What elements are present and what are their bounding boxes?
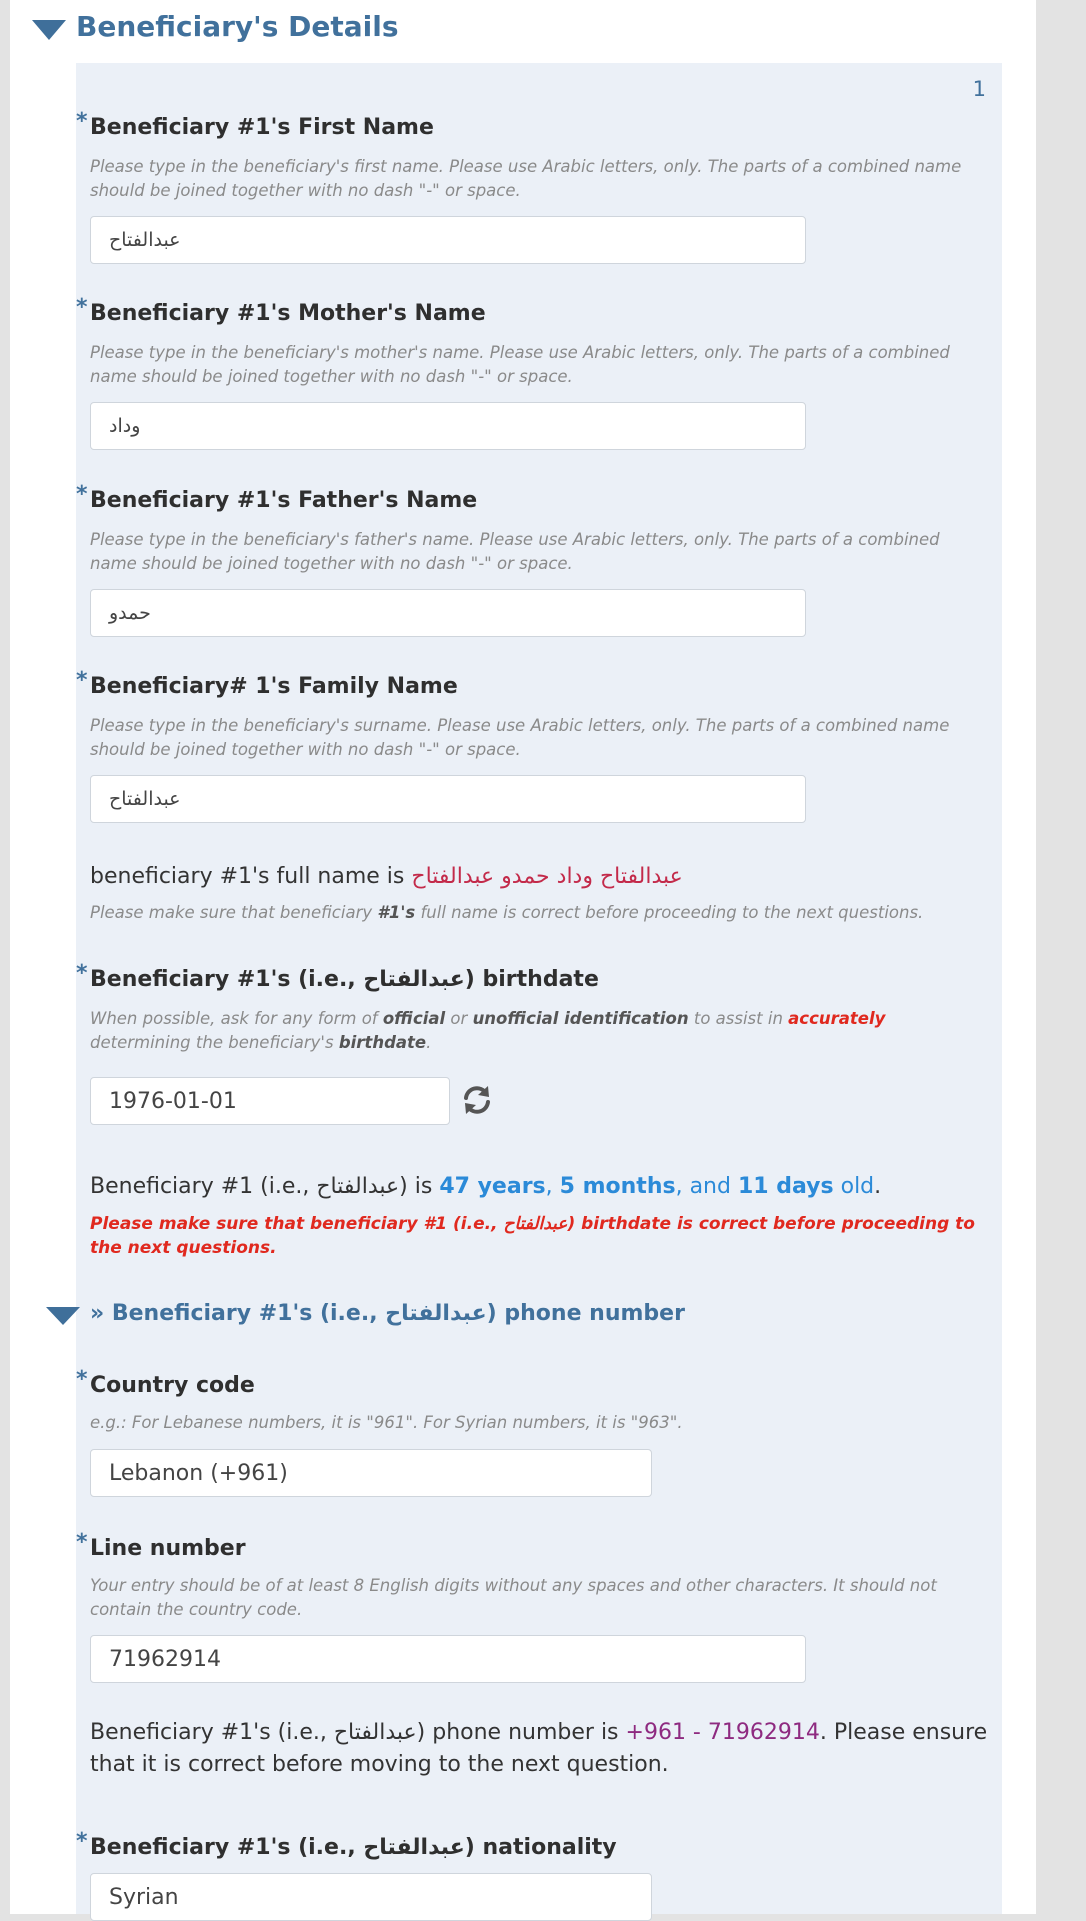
line-number-help: Your entry should be of at least 8 English digits without any spaces and other characters. It should not contain the country code. [90, 1576, 937, 1619]
birthdate-help-text: determining the beneficiary's [90, 1033, 339, 1052]
age-prefix: Beneficiary #1 (i.e., عبدالفتاح) is [90, 1174, 440, 1199]
age-end: . [874, 1174, 882, 1199]
age-separator: , [545, 1174, 560, 1199]
age-statement [90, 1171, 990, 1203]
required-marker: * [76, 295, 88, 320]
birthdate-help-text: to assist in [688, 1009, 789, 1028]
birthdate-help-official: official [382, 1009, 446, 1028]
mother-name-label: Beneficiary #1's Mother's Name [90, 301, 486, 326]
required-marker: * [76, 482, 88, 507]
birthdate-help-text: . [426, 1033, 432, 1052]
birthdate-help-text: or [445, 1009, 473, 1028]
age-suffix: old [833, 1174, 875, 1199]
phone-section-toggle[interactable] [46, 1299, 80, 1333]
father-name-label: Beneficiary #1's Father's Name [90, 488, 478, 513]
full-name-note [90, 903, 990, 922]
refresh-icon-graphic [460, 1083, 494, 1117]
age-years: 47 years [439, 1174, 546, 1199]
mother-name-input[interactable]: وداد [90, 402, 806, 450]
caret-down-icon[interactable] [46, 1307, 80, 1325]
phone-summary [90, 1717, 990, 1781]
full-name-note-text-end: full name is correct before proceeding to the next questions. [415, 903, 924, 922]
section-title: Beneficiary's Details [76, 10, 399, 43]
required-marker: * [76, 668, 88, 693]
nationality-label: Beneficiary #1's (i.e., عبدالفتاح) nationality [90, 1835, 617, 1860]
father-name-help: Please type in the beneficiary's father's name. Please use Arabic letters, only. The parts of a combined name should be joined together with no dash "-" or space. [90, 530, 940, 573]
mother-name-help: Please type in the beneficiary's mother's name. Please use Arabic letters, only. The parts of a combined name should be joined together with no dash "-" or space. [90, 343, 950, 386]
age-separator: , and [675, 1174, 738, 1199]
phone-summary-prefix: Beneficiary #1's (i.e., عبدالفتاح) phone number is [90, 1720, 626, 1745]
first-name-help: Please type in the beneficiary's first name. Please use Arabic letters, only. The parts of a combined name should be joined together with no dash "-" or space. [90, 157, 962, 200]
family-name-label: Beneficiary# 1's Family Name [90, 674, 458, 699]
age-months: 5 months [559, 1174, 676, 1199]
required-marker: * [76, 1530, 88, 1555]
full-name-prefix: beneficiary #1's full name is [90, 864, 412, 889]
birthdate-help-accurately: accurately [788, 1009, 886, 1028]
first-name-label: Beneficiary #1's First Name [90, 115, 434, 140]
family-name-help: Please type in the beneficiary's surname. Please use Arabic letters, only. The parts of a combined name should be joined together with no dash "-" or space. [90, 716, 950, 759]
phone-section-title[interactable]: » Beneficiary #1's (i.e., عبدالفتاح) phone number [90, 1301, 685, 1326]
birthdate-help [90, 1007, 990, 1055]
birthdate-help-birthdate: birthdate [338, 1033, 427, 1052]
age-days: 11 days [737, 1174, 834, 1199]
birthdate-label: Beneficiary #1's (i.e., عبدالفتاح) birthdate [90, 967, 599, 992]
phone-summary-number: +961 - 71962914 [625, 1720, 820, 1745]
section-collapse-toggle[interactable] [32, 8, 66, 52]
birthdate-help-text: When possible, ask for any form of [90, 1009, 383, 1028]
country-code-label: Country code [90, 1373, 255, 1398]
panel-index: 1 [972, 77, 986, 101]
birthdate-warning: Please make sure that beneficiary #1 (i.e., عبدالفتاح) birthdate is correct before proceeding to the next questions. [90, 1214, 975, 1258]
full-name-note-bold: #1's [377, 903, 416, 922]
beneficiary-panel [76, 63, 1002, 1914]
first-name-input[interactable]: عبدالفتاح [90, 216, 806, 264]
required-marker: * [76, 1367, 88, 1392]
required-marker: * [76, 961, 88, 986]
country-code-help: e.g.: For Lebanese numbers, it is "961". For Syrian numbers, it is "963". [90, 1413, 683, 1432]
country-code-select[interactable]: Lebanon (+961) [90, 1449, 652, 1497]
line-number-label: Line number [90, 1536, 246, 1561]
full-name-note-text: Please make sure that beneficiary [90, 903, 378, 922]
line-number-input[interactable]: 71962914 [90, 1635, 806, 1683]
required-marker: * [76, 1829, 88, 1854]
birthdate-input[interactable]: 1976-01-01 [90, 1077, 450, 1125]
form-page [10, 0, 1036, 1914]
full-name-value: عبدالفتاح وداد حمدو عبدالفتاح [411, 864, 683, 889]
birthdate-help-unofficial: unofficial identification [472, 1009, 689, 1028]
caret-down-icon[interactable] [32, 20, 66, 40]
required-marker: * [76, 109, 88, 134]
refresh-icon[interactable] [460, 1083, 494, 1117]
father-name-input[interactable]: حمدو [90, 589, 806, 637]
full-name-statement [90, 861, 990, 893]
nationality-select[interactable]: Syrian [90, 1873, 652, 1921]
phone-summary-suffix: . Please ensure that it is correct before moving to the next question. [90, 1720, 988, 1777]
family-name-input[interactable]: عبدالفتاح [90, 775, 806, 823]
